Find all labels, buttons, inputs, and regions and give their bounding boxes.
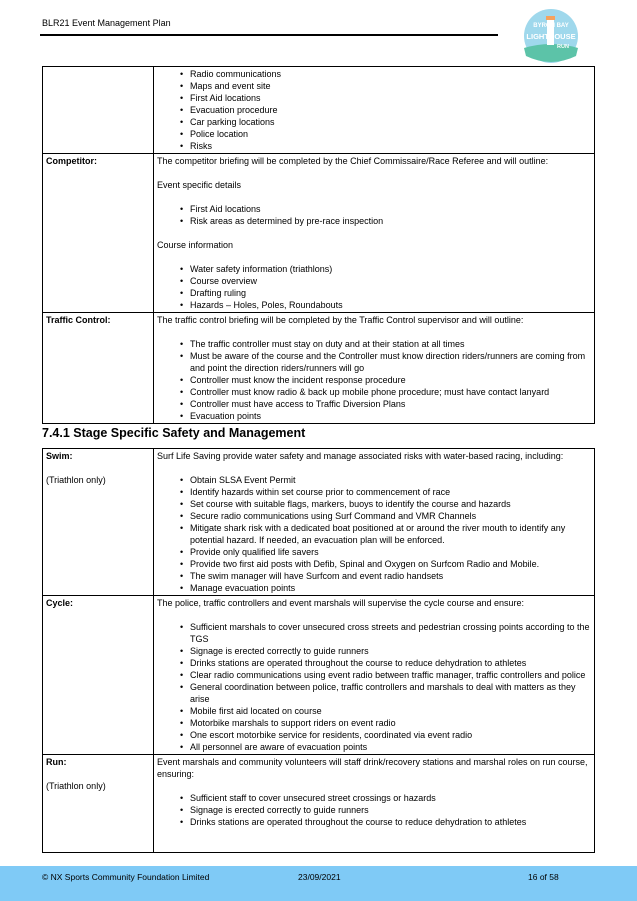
- list-item: • Must be aware of the course and the Controller must know direction riders/runners are coming from and point the direction riders/runners will go: [184, 350, 591, 374]
- list-item: • Motorbike marshals to support riders on event radio: [184, 717, 591, 729]
- list-item: • All personnel are aware of evacuation points: [184, 741, 591, 753]
- table-row: [43, 67, 595, 154]
- table-row: [43, 755, 595, 853]
- list-item: • Drinks stations are operated throughout the course to reduce dehydration to athletes: [184, 816, 591, 828]
- list-item: • Signage is erected correctly to guide runners: [184, 645, 591, 657]
- table-row: [43, 596, 595, 755]
- list-item: • One escort motorbike service for residents, coordinated via event radio: [184, 729, 591, 741]
- list-item: • General coordination between police, traffic controllers and marshals to deal with matters as they arise: [184, 681, 591, 705]
- row-intro: The competitor briefing will be completed by the Chief Commissaire/Race Referee and will outline:: [157, 156, 549, 166]
- section-heading: 7.4.1 Stage Specific Safety and Management: [42, 426, 306, 440]
- list-item: • Clear radio communications using event radio between traffic manager, traffic controllers and police: [184, 669, 591, 681]
- list-item: • Obtain SLSA Event Permit: [184, 474, 591, 486]
- briefings-table: [42, 66, 595, 424]
- stage-safety-table: [42, 448, 595, 853]
- bullet-list: [157, 338, 591, 422]
- list-item: • Provide two first aid posts with Defib, Spinal and Oxygen on Surfcom Radio and Mobile.: [184, 558, 591, 570]
- footer-page-number: 16 of 58: [528, 872, 559, 882]
- footer-organisation: © NX Sports Community Foundation Limited: [42, 872, 210, 882]
- svg-text:BYRON BAY: BYRON BAY: [533, 23, 569, 29]
- list-item: • Mobile first aid located on course: [184, 705, 591, 717]
- bullet-list: [157, 203, 591, 227]
- bullet-list: [157, 474, 591, 594]
- list-item: • Maps and event site: [184, 80, 591, 92]
- row-intro: The police, traffic controllers and event marshals will supervise the cycle course and ensure:: [157, 598, 525, 608]
- document-title: BLR21 Event Management Plan: [42, 18, 171, 28]
- list-item: • The traffic controller must stay on duty and at their station at all times: [184, 338, 591, 350]
- list-item: • The swim manager will have Surfcom and event radio handsets: [184, 570, 591, 582]
- list-item: • Controller must have access to Traffic Diversion Plans: [184, 398, 591, 410]
- list-item: • Car parking locations: [184, 116, 591, 128]
- list-item: • Provide only qualified life savers: [184, 546, 591, 558]
- row-label: Run:: [46, 757, 67, 767]
- list-item: • Manage evacuation points: [184, 582, 591, 594]
- list-item: • Course overview: [184, 275, 591, 287]
- lighthouse-run-logo: [518, 6, 584, 66]
- list-item: • Drinks stations are operated throughout the course to reduce dehydration to athletes: [184, 657, 591, 669]
- list-item: • Police location: [184, 128, 591, 140]
- list-item: • Secure radio communications using Surf Command and VMR Channels: [184, 510, 591, 522]
- row-label: Competitor:: [46, 156, 97, 166]
- list-item: • Drafting ruling: [184, 287, 591, 299]
- list-item: • Evacuation procedure: [184, 104, 591, 116]
- list-item: • Water safety information (triathlons): [184, 263, 591, 275]
- list-item: • First Aid locations: [184, 203, 591, 215]
- footer-date: 23/09/2021: [298, 872, 341, 882]
- row-intro: Surf Life Saving provide water safety and manage associated risks with water-based racing, including:: [157, 451, 564, 461]
- header-rule: [40, 34, 498, 36]
- row-label: Cycle:: [46, 598, 74, 608]
- page-footer: [0, 866, 637, 901]
- list-item: • Evacuation points: [184, 410, 591, 422]
- row-intro: Event marshals and community volunteers will staff drink/recovery stations and marshal roles on run course, ensuring:: [157, 757, 588, 779]
- bullet-list: [157, 792, 591, 828]
- table-row: [43, 154, 595, 313]
- list-item: • Sufficient staff to cover unsecured street crossings or hazards: [184, 792, 591, 804]
- list-item: • Radio communications: [184, 68, 591, 80]
- list-item: • Signage is erected correctly to guide runners: [184, 804, 591, 816]
- table-row: [43, 313, 595, 424]
- list-item: • Set course with suitable flags, markers, buoys to identify the course and hazards: [184, 498, 591, 510]
- subheading: Course information: [157, 240, 234, 250]
- svg-text:LIGHTHOUSE: LIGHTHOUSE: [526, 32, 576, 41]
- list-item: • Identify hazards within set course prior to commencement of race: [184, 486, 591, 498]
- list-item: • Hazards – Holes, Poles, Roundabouts: [184, 299, 591, 311]
- list-item: • Risk areas as determined by pre-race inspection: [184, 215, 591, 227]
- subheading: Event specific details: [157, 180, 242, 190]
- row-label: Traffic Control:: [46, 315, 111, 325]
- row-intro: The traffic control briefing will be completed by the Traffic Control supervisor and will outline:: [157, 315, 524, 325]
- briefing-items-list: [157, 68, 591, 152]
- list-item: • Risks: [184, 140, 591, 152]
- list-item: • First Aid locations: [184, 92, 591, 104]
- bullet-list: [157, 621, 591, 753]
- list-item: • Mitigate shark risk with a dedicated boat positioned at or around the river mouth to identify any potential hazard. If needed, an evacuation plan will be enforced.: [184, 522, 591, 546]
- svg-text:RUN: RUN: [557, 44, 569, 50]
- list-item: • Controller must know the incident response procedure: [184, 374, 591, 386]
- row-label: Swim:: [46, 451, 73, 461]
- row-sublabel: (Triathlon only): [46, 781, 106, 791]
- bullet-list: [157, 263, 591, 311]
- row-sublabel: (Triathlon only): [46, 475, 106, 485]
- table-row: [43, 449, 595, 596]
- list-item: • Controller must know radio & back up mobile phone procedure; must have contact lanyard: [184, 386, 591, 398]
- list-item: • Sufficient marshals to cover unsecured cross streets and pedestrian crossing points according to the TGS: [184, 621, 591, 645]
